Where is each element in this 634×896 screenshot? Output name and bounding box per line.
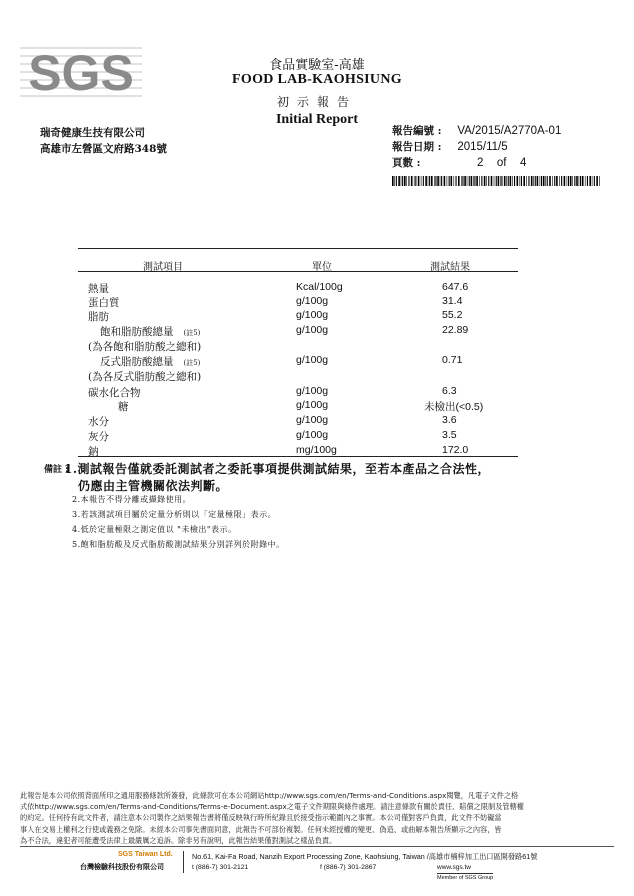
- item-label: 蛋白質: [88, 297, 120, 309]
- report-date: [392, 139, 508, 154]
- client-address: 高雄市左營區文府路348號: [40, 143, 167, 155]
- remark-1: 1.測試報告僅就委託測試者之委託事項提供測試結果，至若本產品之合法性，: [64, 462, 491, 476]
- table-top-rule: [78, 248, 518, 249]
- lab-title-en: FOOD LAB-KAOHSIUNG: [232, 72, 402, 87]
- item-label: 灰分: [88, 431, 109, 443]
- row-unit: g/100g: [296, 429, 329, 441]
- item-label: 反式脂肪酸總量: [100, 356, 174, 368]
- item-note: (註5): [183, 359, 201, 367]
- row-result: 22.89: [442, 324, 469, 336]
- company-tel: t (886-7) 301-2121: [192, 864, 249, 871]
- item-label: 糖: [118, 401, 129, 413]
- row-unit: g/100g: [296, 414, 329, 426]
- row-item: [118, 399, 129, 414]
- row-item: [88, 385, 141, 400]
- row-result: 172.0: [442, 444, 469, 456]
- page-label: 頁數 :: [392, 157, 421, 169]
- remark-2: 2.本報告不得分離或擷錄使用。: [72, 495, 192, 504]
- client-name: 瑞奇健康生技有限公司: [40, 127, 145, 139]
- row-unit: g/100g: [296, 295, 329, 307]
- header-test-item: 測試項目: [143, 262, 183, 273]
- footer-rule: [20, 846, 614, 847]
- report-type-en: Initial Report: [275, 112, 359, 127]
- disclaimer-line: 此報告是本公司依照背面所印之通用服務條款所簽發，此條款可在本公司網站http://www.sgs.com/en/Terms-and-Conditions.aspx閱覽，凡電子文件之格: [20, 791, 519, 800]
- report-date-value: 2015/11/5: [457, 141, 508, 153]
- row-unit: g/100g: [296, 399, 329, 411]
- report-date-label: 報告日期 :: [392, 141, 442, 153]
- row-unit: g/100g: [296, 385, 329, 397]
- report-number-label: 報告編號 :: [392, 125, 442, 137]
- row-item: [88, 281, 109, 296]
- company-name-zh: 台灣檢驗科技股份有限公司: [80, 862, 164, 871]
- report-type-zh: 初示報告: [276, 95, 357, 109]
- svg-text:SGS: SGS: [28, 45, 134, 100]
- row-unit: g/100g: [296, 324, 329, 336]
- header-unit: 單位: [312, 262, 332, 273]
- disclaimer-line: 式依http://www.sgs.com/en/Terms-and-Conditions/Terms-e-Document.aspx之電子文件期限與條件處理。請注意條款有關於責任、賠償之限制及管轄權: [20, 802, 524, 812]
- item-label: (為各反式脂肪酸之總和): [88, 371, 202, 383]
- item-label: (為各飽和脂肪酸之總和): [88, 341, 202, 353]
- barcode: [392, 176, 602, 186]
- footer-disclaimer: [20, 790, 612, 846]
- report-number: [392, 123, 561, 138]
- row-item: [88, 295, 120, 310]
- company-fax: f (886-7) 301-2867: [320, 864, 377, 871]
- item-label: 水分: [88, 416, 109, 428]
- company-name-en: SGS Taiwan Ltd.: [118, 851, 173, 858]
- company-address: No.61, Kai-Fa Road, Nanzih Export Processing Zone, Kaohsiung, Taiwan /高雄市楠梓加工出口區開發路61號: [192, 852, 538, 861]
- page-number: 2: [476, 157, 484, 169]
- row-item: [88, 309, 109, 324]
- row-result: 6.3: [442, 385, 457, 397]
- page-total: 4: [520, 157, 527, 169]
- remark-5: 5.飽和脂肪酸及反式脂肪酸測試結果分別詳列於附錄中。: [72, 540, 285, 549]
- report-number-value: VA/2015/A2770A-01: [457, 125, 562, 137]
- header-result: 測試結果: [430, 262, 470, 273]
- disclaimer-line: 事人在交易上權利之行使或義務之免除。未經本公司事先書面同意，此報告不可部份複製。任何未經授權的變更、偽造、或曲解本報告所顯示之內容，皆: [20, 824, 502, 834]
- remark-3: 3.若該測試項目屬於定量分析則以「定量極限」表示。: [72, 510, 277, 519]
- row-result: 3.5: [442, 429, 457, 441]
- row-result: 647.6: [442, 281, 469, 293]
- member-of-group: Member of SGS Group: [437, 875, 494, 881]
- row-item: [88, 429, 109, 444]
- table-header-rule: [78, 271, 518, 272]
- item-label: 脂肪: [88, 311, 109, 323]
- disclaimer-line: 為不合法，違犯者可能遭受法律上最嚴厲之追訴。除非另有說明，此報告結果僅對測試之樣品負責。: [20, 835, 337, 845]
- page-of: of: [496, 157, 507, 169]
- row-unit: mg/100g: [296, 444, 337, 456]
- row-result: 55.2: [442, 309, 463, 321]
- item-label: 飽和脂肪酸總量: [100, 326, 174, 338]
- remark-1-cont: 仍應由主管機關依法判斷。: [78, 479, 229, 493]
- item-note: (註5): [183, 329, 201, 337]
- company-website: www.sgs.tw: [437, 864, 471, 871]
- row-item: [88, 369, 201, 384]
- row-unit: g/100g: [296, 309, 329, 321]
- row-result: 0.71: [442, 354, 463, 366]
- row-unit: Kcal/100g: [296, 281, 343, 293]
- item-label: 鈉: [88, 446, 99, 458]
- remarks-label: 備註 :: [44, 465, 69, 475]
- row-result: 31.4: [442, 295, 463, 307]
- row-item: [100, 354, 200, 369]
- item-label: 碳水化合物: [88, 387, 141, 399]
- item-label: 熱量: [88, 283, 109, 295]
- page-count: [392, 155, 526, 170]
- row-item: [100, 324, 200, 339]
- row-result: 未檢出(<0.5): [424, 401, 484, 413]
- row-result: 3.6: [442, 414, 457, 426]
- lab-title-zh: 食品實驗室-高雄: [269, 58, 365, 73]
- disclaimer-line: 的約定。任何持有此文件者，請注意本公司製作之結果報告書將僅反映執行時所紀錄且於接受指示範圍內之事實。本公司僅對客戶負責，此文件不妨礙當: [20, 813, 502, 823]
- remark-4: 4.低於定量極限之測定值以 "未檢出"表示。: [72, 525, 237, 534]
- row-unit: g/100g: [296, 354, 329, 366]
- row-item: [88, 339, 201, 354]
- row-item: [88, 414, 109, 429]
- table-bottom-rule: [78, 456, 518, 457]
- footer-divider: [183, 851, 184, 873]
